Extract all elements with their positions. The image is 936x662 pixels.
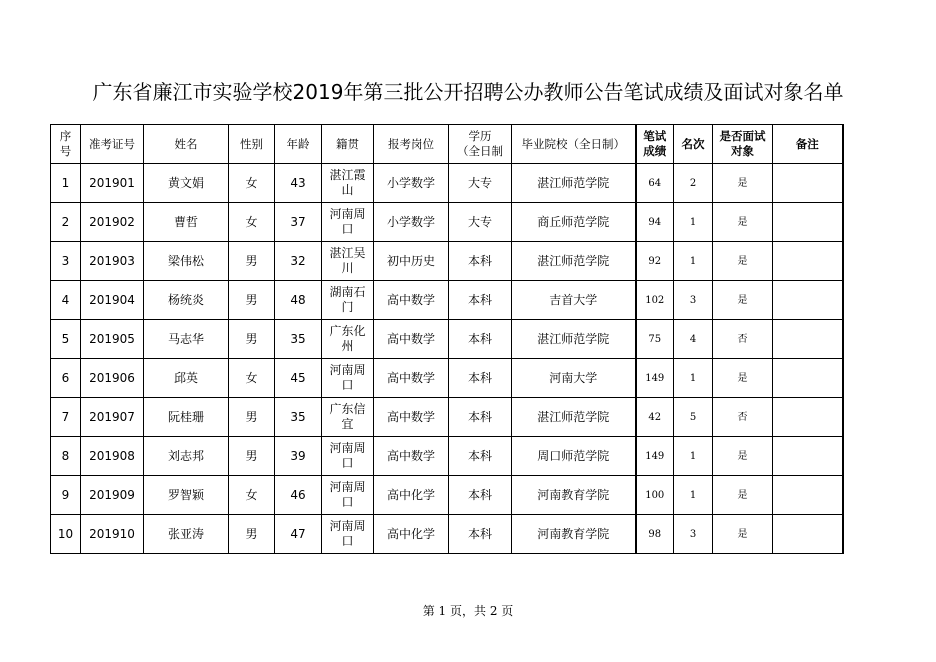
cell-school: 河南教育学院: [512, 476, 636, 515]
cell-seq: 4: [51, 281, 81, 320]
cell-education: 本科: [449, 242, 512, 281]
cell-age: 43: [275, 164, 322, 203]
cell-school: 湛江师范学院: [512, 398, 636, 437]
cell-interview: 是: [713, 281, 773, 320]
cell-seq: 2: [51, 203, 81, 242]
cell-position: 高中数学: [374, 359, 449, 398]
cell-position: 小学数学: [374, 164, 449, 203]
cell-note: [773, 515, 843, 554]
header-name: 姓名: [144, 125, 229, 164]
header-rank: 名次: [674, 125, 713, 164]
cell-score: 42: [636, 398, 674, 437]
cell-rank: 1: [674, 359, 713, 398]
header-origin: 籍贯: [322, 125, 374, 164]
cell-note: [773, 164, 843, 203]
cell-education: 本科: [449, 320, 512, 359]
cell-exam-id: 201910: [81, 515, 144, 554]
cell-rank: 2: [674, 164, 713, 203]
cell-note: [773, 437, 843, 476]
cell-interview: 是: [713, 242, 773, 281]
header-score: 笔试成绩: [636, 125, 674, 164]
cell-score: 149: [636, 359, 674, 398]
cell-origin: 河南周口: [322, 203, 374, 242]
cell-seq: 6: [51, 359, 81, 398]
cell-exam-id: 201909: [81, 476, 144, 515]
cell-interview: 是: [713, 437, 773, 476]
cell-origin: 湖南石门: [322, 281, 374, 320]
cell-rank: 5: [674, 398, 713, 437]
cell-seq: 7: [51, 398, 81, 437]
cell-interview: 是: [713, 359, 773, 398]
cell-name: 张亚涛: [144, 515, 229, 554]
table-row: [51, 437, 843, 476]
cell-score: 100: [636, 476, 674, 515]
cell-education: 本科: [449, 281, 512, 320]
cell-education: 大专: [449, 164, 512, 203]
cell-origin: 湛江霞山: [322, 164, 374, 203]
cell-age: 39: [275, 437, 322, 476]
cell-age: 35: [275, 398, 322, 437]
cell-interview: 是: [713, 476, 773, 515]
table-row: [51, 320, 843, 359]
cell-gender: 女: [229, 476, 275, 515]
cell-name: 邱英: [144, 359, 229, 398]
cell-exam-id: 201906: [81, 359, 144, 398]
cell-age: 46: [275, 476, 322, 515]
cell-gender: 男: [229, 398, 275, 437]
cell-position: 初中历史: [374, 242, 449, 281]
cell-position: 小学数学: [374, 203, 449, 242]
cell-exam-id: 201908: [81, 437, 144, 476]
cell-school: 河南大学: [512, 359, 636, 398]
header-education: 学历 （全日制: [449, 125, 512, 164]
cell-seq: 5: [51, 320, 81, 359]
table-row: [51, 203, 843, 242]
cell-interview: 是: [713, 203, 773, 242]
cell-rank: 3: [674, 281, 713, 320]
cell-seq: 1: [51, 164, 81, 203]
cell-note: [773, 359, 843, 398]
cell-origin: 湛江吴川: [322, 242, 374, 281]
cell-exam-id: 201902: [81, 203, 144, 242]
cell-school: 河南教育学院: [512, 515, 636, 554]
header-gender: 性别: [229, 125, 275, 164]
cell-gender: 女: [229, 203, 275, 242]
cell-age: 37: [275, 203, 322, 242]
cell-note: [773, 320, 843, 359]
cell-exam-id: 201907: [81, 398, 144, 437]
cell-name: 杨统炎: [144, 281, 229, 320]
cell-score: 64: [636, 164, 674, 203]
cell-position: 高中数学: [374, 437, 449, 476]
cell-name: 黄文娟: [144, 164, 229, 203]
cell-education: 本科: [449, 437, 512, 476]
results-table: [50, 124, 844, 554]
cell-age: 47: [275, 515, 322, 554]
cell-note: [773, 398, 843, 437]
cell-score: 92: [636, 242, 674, 281]
cell-school: 湛江师范学院: [512, 320, 636, 359]
cell-seq: 10: [51, 515, 81, 554]
cell-school: 吉首大学: [512, 281, 636, 320]
cell-education: 本科: [449, 359, 512, 398]
cell-seq: 9: [51, 476, 81, 515]
cell-origin: 广东化州: [322, 320, 374, 359]
cell-rank: 1: [674, 476, 713, 515]
cell-score: 94: [636, 203, 674, 242]
cell-gender: 女: [229, 164, 275, 203]
cell-origin: 河南周口: [322, 476, 374, 515]
cell-exam-id: 201905: [81, 320, 144, 359]
cell-score: 102: [636, 281, 674, 320]
page-footer: 第 1 页，共 2 页: [422, 604, 514, 618]
cell-name: 马志华: [144, 320, 229, 359]
header-seq: 序号: [51, 125, 81, 164]
cell-position: 高中数学: [374, 281, 449, 320]
header-age: 年龄: [275, 125, 322, 164]
cell-rank: 3: [674, 515, 713, 554]
cell-score: 98: [636, 515, 674, 554]
cell-origin: 广东信宜: [322, 398, 374, 437]
cell-gender: 男: [229, 242, 275, 281]
cell-school: 商丘师范学院: [512, 203, 636, 242]
cell-age: 48: [275, 281, 322, 320]
cell-name: 阮桂珊: [144, 398, 229, 437]
cell-exam-id: 201903: [81, 242, 144, 281]
cell-rank: 4: [674, 320, 713, 359]
header-note: 备注: [773, 125, 843, 164]
cell-rank: 1: [674, 203, 713, 242]
cell-note: [773, 281, 843, 320]
cell-age: 45: [275, 359, 322, 398]
cell-seq: 8: [51, 437, 81, 476]
cell-gender: 男: [229, 281, 275, 320]
cell-exam-id: 201901: [81, 164, 144, 203]
cell-exam-id: 201904: [81, 281, 144, 320]
cell-position: 高中化学: [374, 515, 449, 554]
header-position: 报考岗位: [374, 125, 449, 164]
header-school: 毕业院校（全日制）: [512, 125, 636, 164]
cell-age: 32: [275, 242, 322, 281]
cell-gender: 女: [229, 359, 275, 398]
cell-name: 曹哲: [144, 203, 229, 242]
cell-school: 湛江师范学院: [512, 242, 636, 281]
cell-seq: 3: [51, 242, 81, 281]
cell-interview: 是: [713, 164, 773, 203]
cell-education: 本科: [449, 398, 512, 437]
cell-origin: 河南周口: [322, 515, 374, 554]
table-header-row: [51, 125, 843, 164]
cell-note: [773, 476, 843, 515]
table-row: [51, 515, 843, 554]
cell-note: [773, 242, 843, 281]
cell-score: 75: [636, 320, 674, 359]
table-row: [51, 359, 843, 398]
cell-gender: 男: [229, 515, 275, 554]
cell-origin: 河南周口: [322, 437, 374, 476]
cell-origin: 河南周口: [322, 359, 374, 398]
cell-interview: 否: [713, 320, 773, 359]
cell-position: 高中数学: [374, 320, 449, 359]
table-row: [51, 164, 843, 203]
cell-education: 本科: [449, 515, 512, 554]
cell-name: 梁伟松: [144, 242, 229, 281]
header-exam-id: 准考证号: [81, 125, 144, 164]
table-row: [51, 398, 843, 437]
cell-rank: 1: [674, 242, 713, 281]
page-title: 广东省廉江市实验学校2019年第三批公开招聘公办教师公告笔试成绩及面试对象名单: [92, 80, 844, 104]
cell-interview: 否: [713, 398, 773, 437]
cell-position: 高中化学: [374, 476, 449, 515]
table-row: [51, 476, 843, 515]
cell-score: 149: [636, 437, 674, 476]
cell-school: 周口师范学院: [512, 437, 636, 476]
cell-position: 高中数学: [374, 398, 449, 437]
cell-education: 大专: [449, 203, 512, 242]
cell-rank: 1: [674, 437, 713, 476]
cell-education: 本科: [449, 476, 512, 515]
cell-interview: 是: [713, 515, 773, 554]
cell-name: 刘志邦: [144, 437, 229, 476]
cell-gender: 男: [229, 320, 275, 359]
table-row: [51, 281, 843, 320]
cell-name: 罗智颖: [144, 476, 229, 515]
cell-note: [773, 203, 843, 242]
cell-age: 35: [275, 320, 322, 359]
table-row: [51, 242, 843, 281]
cell-school: 湛江师范学院: [512, 164, 636, 203]
header-interview: 是否面试对象: [713, 125, 773, 164]
cell-gender: 男: [229, 437, 275, 476]
